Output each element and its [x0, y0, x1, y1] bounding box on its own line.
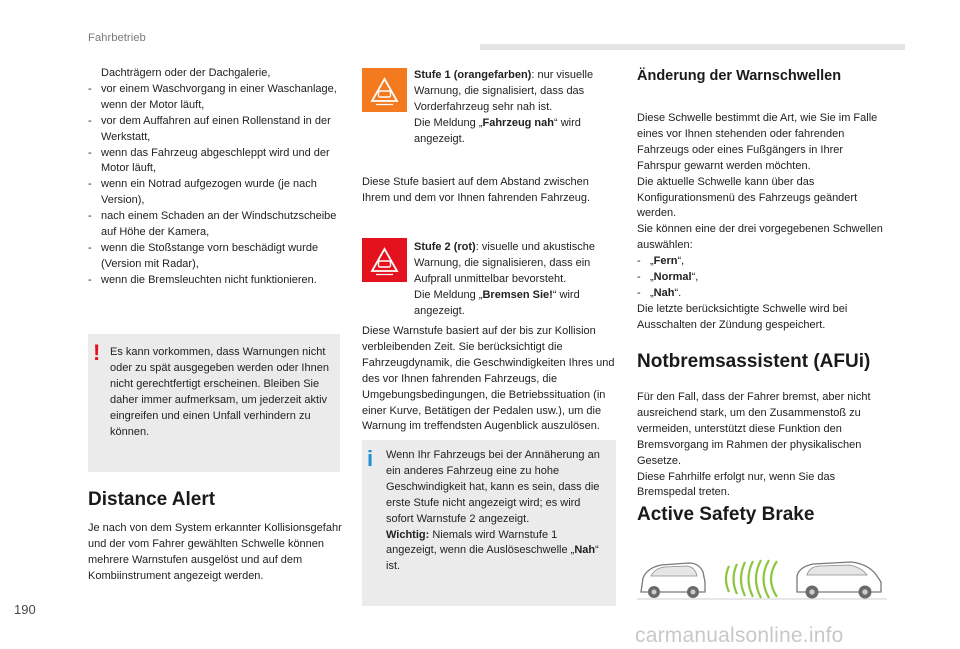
list-continuation: Dachträgern oder der Dachgalerie,: [101, 67, 271, 79]
info-text: [386, 448, 608, 575]
list-item: - wenn das Fahrzeug abgeschleppt wird und der Motor läuft,: [88, 146, 344, 178]
list-item: - wenn die Bremsleuchten nicht funktionieren.: [88, 273, 344, 289]
info-important: Wichtig:: [386, 528, 430, 541]
list-item: - wenn ein Notrad aufgezogen wurde (je nach Version),: [88, 177, 344, 209]
info-icon: i: [367, 446, 374, 471]
distance-alert-heading: Distance Alert: [88, 489, 216, 510]
stufe2-msg-post: “ wird angezeigt.: [414, 288, 580, 317]
notbrems-p2: Diese Fahrhilfe erfolgt nur, wenn Sie das Bremspedal treten.: [637, 470, 836, 499]
stufe2-desc: : visuelle und akustische Warnung, die signalisieren, dass ein Aufprall unmittelbar bevorsteht.: [414, 241, 595, 285]
aenderung-heading: Änderung der Warnschwellen: [637, 68, 842, 84]
list-item: - vor einem Waschvorgang in einer Waschanlage, wenn der Motor läuft,: [88, 82, 344, 114]
section-title: Fahrbetrieb: [88, 32, 146, 44]
active-safety-brake-illustration: [637, 552, 887, 604]
option-fern: - „Fern“,: [637, 254, 889, 270]
stufe1-label: Stufe 1 (orangefarben): [414, 69, 532, 81]
stufe1-msg-pre: Die Meldung „: [414, 116, 483, 129]
option-nah: - „Nah“.: [637, 286, 889, 302]
own-car-icon: [797, 562, 881, 599]
header-bar: [480, 44, 905, 50]
aenderung-p2: Die aktuelle Schwelle kann über das Konfigurationsmenü des Fahrzeugs geändert werden.: [637, 175, 858, 220]
warning-text: Es kann vorkommen, dass Warnungen nicht oder zu spät ausgegeben werden oder Ihnen nicht gerechtfertigt erscheinen. Bleiben Sie daher immer aufmerksam, um jederzeit aktiv eingreifen und einen Unfall verhindern zu können.: [110, 346, 329, 438]
stufe1-desc: : nur visuelle Warnung, die signalisiert, dass das Vorderfahrzeug sehr nah ist.: [414, 69, 594, 113]
distance-alert-text: Je nach von dem System erkannter Kollisionsgefahr und der vom Fahrer gewählten Schwelle können mehrere Warnstufen ausgelöst und auf dem Kombiinstrument angezeigt werden.: [88, 522, 342, 582]
stufe2-msg: Bremsen Sie!: [482, 288, 553, 301]
option-normal: - „Normal“,: [637, 270, 889, 286]
threshold-options: [637, 254, 889, 302]
stufe2-paragraph: Diese Warnstufe basiert auf der bis zur Kollision verbleibenden Zeit. Sie berücksichtigt die Fahrzeugdynamik, die Geschwindigkeiten Ihres und des vor Ihnen fahrenden Fahrzeugs, die Umgebungsbedingungen, die Betriebssituation (in einer Kurve, Betätigen der Pedalen usw.), um die Warnung im treffendsten Augenblick auszulösen.: [362, 325, 615, 433]
info-main: Wenn Ihr Fahrzeugs bei der Annäherung an ein anderes Fahrzeug eine zu hohe Geschwindigkeit hat, kann es sein, dass die erste Stufe nicht angezeigt wird; es wird sofort Warnstufe 2 angezeigt.: [386, 449, 600, 525]
bullet-list: [88, 82, 344, 289]
warning-exclamation-icon: !: [93, 340, 101, 365]
notbrems-heading: Notbremsassistent (AFUi): [637, 351, 871, 372]
aenderung-p3: Sie können eine der drei vorgegebenen Schwellen auswählen:: [637, 223, 883, 252]
sensor-wave-icon: [726, 560, 777, 598]
red-warning-icon: [362, 238, 407, 282]
watermark: carmanualsonline.info: [635, 624, 844, 647]
active-safety-brake-heading: Active Safety Brake: [637, 504, 815, 525]
aenderung-p1: Diese Schwelle bestimmt die Art, wie Sie im Falle eines vor Ihnen stehenden oder fahrenden Fahrzeugs oder eines Fußgängers in Ihrer Fahrspur gewarnt werden möchten.: [637, 112, 878, 172]
stufe1-paragraph: Diese Stufe basiert auf dem Abstand zwischen Ihrem und dem vor Ihnen fahrenden Fahrzeug.: [362, 176, 591, 204]
page-number: 190: [14, 602, 36, 617]
info-end: “ ist.: [386, 544, 599, 573]
left-column: [88, 66, 344, 289]
list-item: - nach einem Schaden an der Windschutzscheibe auf Höhe der Kamera,: [88, 209, 344, 241]
stufe1-text: [414, 68, 610, 148]
stufe1-msg-post: “ wird angezeigt.: [414, 116, 581, 145]
info-important-text: Niemals wird Warnstufe 1 angezeigt, wenn die Auslöseschwelle „: [386, 528, 575, 557]
aenderung-content: [637, 111, 889, 334]
info-nah: Nah: [574, 544, 596, 557]
stufe2-label: Stufe 2 (rot): [414, 241, 476, 253]
notbrems-content: [637, 390, 893, 501]
stufe2-text: [414, 240, 614, 320]
lead-car-icon: [641, 563, 705, 598]
aenderung-p4: Die letzte berücksichtigte Schwelle wird bei Ausschalten der Zündung gespeichert.: [637, 302, 848, 331]
notbrems-p1: Für den Fall, dass der Fahrer bremst, aber nicht ausreichend stark, um den Zusammenstoß zu vermeiden, unterstützt diese Funktion den Bremsvorgang im Rahmen der physikalischen Gesetze.: [637, 391, 871, 467]
stufe1-msg: Fahrzeug nah: [482, 116, 554, 129]
list-item: - vor dem Auffahren auf einen Rollenstand in der Werkstatt,: [88, 114, 344, 146]
list-item: - wenn die Stoßstange vorn beschädigt wurde (Version mit Radar),: [88, 241, 344, 273]
orange-warning-icon: [362, 68, 407, 112]
stufe2-msg-pre: Die Meldung „: [414, 288, 483, 301]
